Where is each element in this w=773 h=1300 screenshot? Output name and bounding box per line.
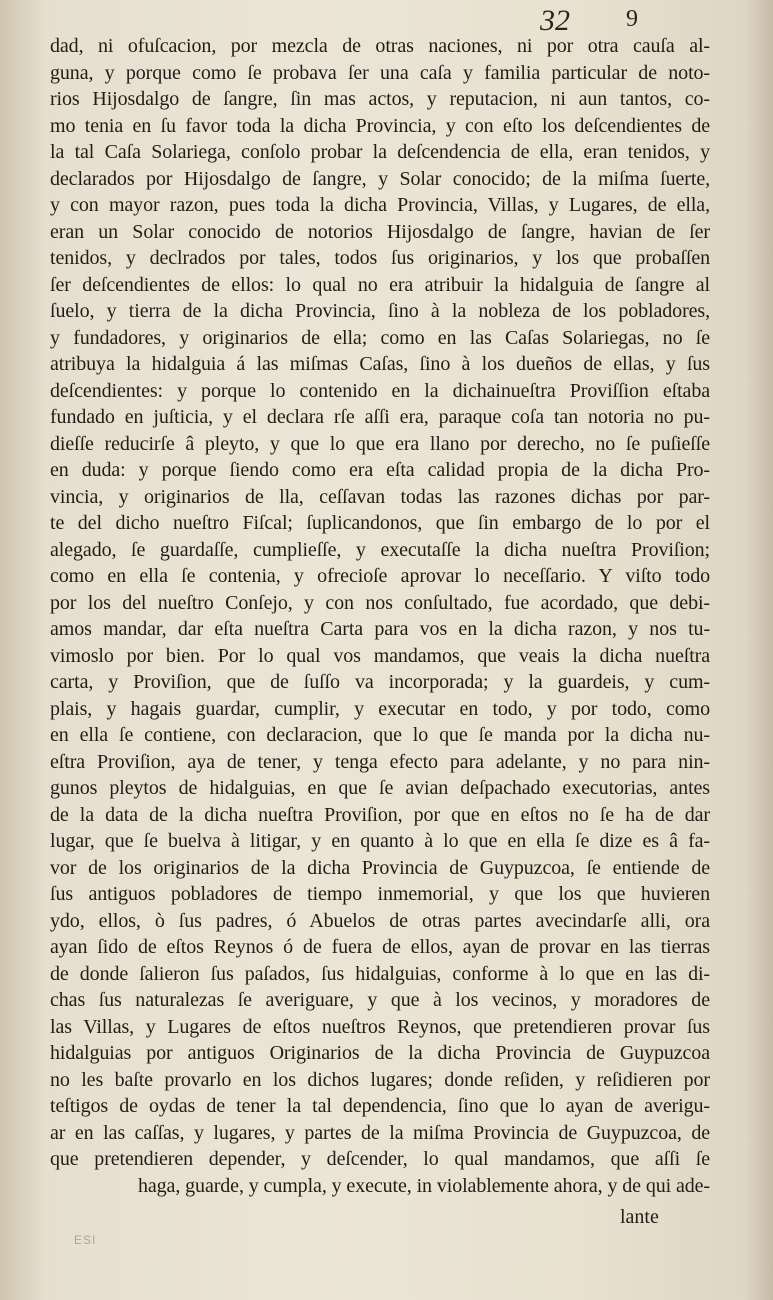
- text-line-41: teſtigos de oydas de tener la tal dependencia, ſino que lo ayan de averigu-: [50, 1095, 710, 1117]
- text-line-23: amos mandar, dar eſta nueſtra Carta para vos en la dicha razon, y nos tu-: [50, 618, 710, 640]
- text-line-32: vor de los originarios de la dicha Provincia de Guypuzcoa, ſe entiende de: [50, 856, 710, 879]
- text-line-2: guna, y porque como ſe probava ſer una caſa y familia particular de noto-: [50, 61, 710, 84]
- text-line-37: chas ſus naturalezas ſe averiguare, y que à los vecinos, y moradores de: [50, 989, 710, 1011]
- text-line-26: plais, y hagais guardar, cumplir, y executar en todo, y por todo, como: [50, 697, 710, 720]
- text-line-31: lugar, que ſe buelva à litigar, y en quanto à lo que en ella ſe dize es â fa-: [50, 830, 710, 852]
- catchword: lante: [620, 1206, 659, 1228]
- text-line-40: no les baſte provarlo en los dichos lugares; donde reſiden, y reſidieren por: [50, 1068, 710, 1091]
- text-line-13: atribuya la hidalguia á las miſmas Caſas, ſino à los dueños de ellas, y ſus: [50, 353, 710, 375]
- text-line-10: ſer deſcendientes de ellos: lo qual no era atribuir la hidalguia de ſangre al: [50, 273, 710, 296]
- text-line-30: de la data de la dicha nueſtra Proviſion, por que en eſtos no ſe ha de dar: [50, 803, 710, 826]
- text-line-42: ar en las caſſas, y lugares, y partes de la miſma Provincia de Guypuzcoa, de: [50, 1121, 710, 1144]
- text-line-5: la tal Caſa Solariega, conſolo probar la deſcendencia de ella, eran tenidos, y: [50, 141, 710, 163]
- text-line-3: rios Hijosdalgo de ſangre, ſin mas actos, y reputacion, ni aun tantos, co-: [50, 88, 710, 110]
- text-line-34: ydo, ellos, ò ſus padres, ó Abuelos de otras partes avecindarſe alli, ora: [50, 909, 710, 932]
- folio-number: 32: [540, 4, 570, 37]
- text-line-1: dad, ni ofuſcacion, por mezcla de otras naciones, ni por otra cauſa al-: [50, 35, 710, 57]
- text-line-24: vimoslo por bien. Por lo qual vos mandamos, que veais la dicha nueſtra: [50, 644, 710, 667]
- text-line-4: mo tenia en ſu favor toda la dicha Provincia, y con eſto los deſcendientes de: [50, 114, 710, 137]
- text-line-35: ayan ſido de eſtos Reynos ó de fuera de ellos, ayan de provar en las tierras: [50, 936, 710, 958]
- body-text: [50, 33, 710, 1199]
- text-line-28: eſtra Proviſion, aya de tener, y tenga efecto para adelante, y no para nin-: [50, 750, 710, 773]
- text-line-7: y con mayor razon, pues toda la dicha Provincia, Villas, y Lugares, de ella,: [50, 194, 710, 216]
- text-line-14: deſcendientes: y porque lo contenido en la dichainueſtra Proviſſion eſtaba: [50, 379, 710, 402]
- text-line-18: vincia, y originarios de lla, ceſſavan todas las razones dichas por par-: [50, 485, 710, 508]
- text-line-16: dieſſe reducirſe â pleyto, y que lo que era llano por derecho, no ſe puſieſſe: [50, 432, 710, 455]
- text-line-12: y fundadores, y originarios de ella; como en las Caſas Solariegas, no ſe: [50, 326, 710, 349]
- text-line-27: en ella ſe contiene, con declaracion, que lo que ſe manda por la dicha nu-: [50, 724, 710, 746]
- page-edge-shadow: [745, 0, 773, 1300]
- text-line-19: te del dicho nueſtro Fiſcal; ſuplicandonos, que ſin embargo de lo por el: [50, 512, 710, 534]
- text-line-29: gunos pleytos de hidalguias, en que ſe avian deſpachado executorias, antes: [50, 777, 710, 799]
- text-line-15: fundado en juſticia, y el declara rſe aſſi era, paraque coſa tan notoria no pu-: [50, 406, 710, 428]
- text-line-20: alegado, ſe guardaſſe, cumplieſſe, y executaſſe la dicha nueſtra Proviſion;: [50, 538, 710, 561]
- text-line-21: como en ella ſe contenia, y ofrecioſe aprovar lo neceſſario. Y viſto todo: [50, 565, 710, 587]
- text-line-36: de donde ſalieron ſus paſados, ſus hidalguias, conforme à lo que en las di-: [50, 962, 710, 985]
- text-line-6: declarados por Hijosdalgo de ſangre, y Solar conocido; de la miſma ſuerte,: [50, 167, 710, 190]
- text-line-25: carta, y Proviſion, que de ſuſſo va incorporada; y la guardeis, y cum-: [50, 671, 710, 693]
- text-line-9: tenidos, y declrados por tales, todos ſus originarios, y los que probaſſen: [50, 247, 710, 269]
- text-line-11: ſuelo, y tierra de la dicha Provincia, ſino à la nobleza de los pobladores,: [50, 300, 710, 322]
- text-line-44: haga, guarde, y cumpla, y execute, in violablemente ahora, y de qui ade-: [137, 1174, 710, 1197]
- text-line-8: eran un Solar conocido de notorios Hijosdalgo de ſangre, havian de ſer: [50, 220, 710, 243]
- folio-mark: 9: [626, 6, 638, 32]
- library-stamp: ESI: [74, 1233, 97, 1247]
- text-line-39: hidalguias por antiguos Originarios de la dicha Provincia de Guypuzcoa: [50, 1042, 710, 1064]
- text-line-22: por los del nueſtro Conſejo, y con nos conſultado, fue acordado, que debi-: [50, 591, 710, 614]
- text-line-33: ſus antiguos pobladores de tiempo inmemorial, y que los que huvieren: [50, 883, 710, 905]
- text-line-17: en duda: y porque ſiendo como era eſta calidad propia de la dicha Pro-: [50, 459, 710, 481]
- text-line-38: las Villas, y Lugares de eſtos nueſtros Reynos, que pretendieren provar ſus: [50, 1015, 710, 1038]
- text-line-43: que pretendieren depender, y deſcender, lo qual mandamos, que aſſi ſe: [50, 1148, 710, 1170]
